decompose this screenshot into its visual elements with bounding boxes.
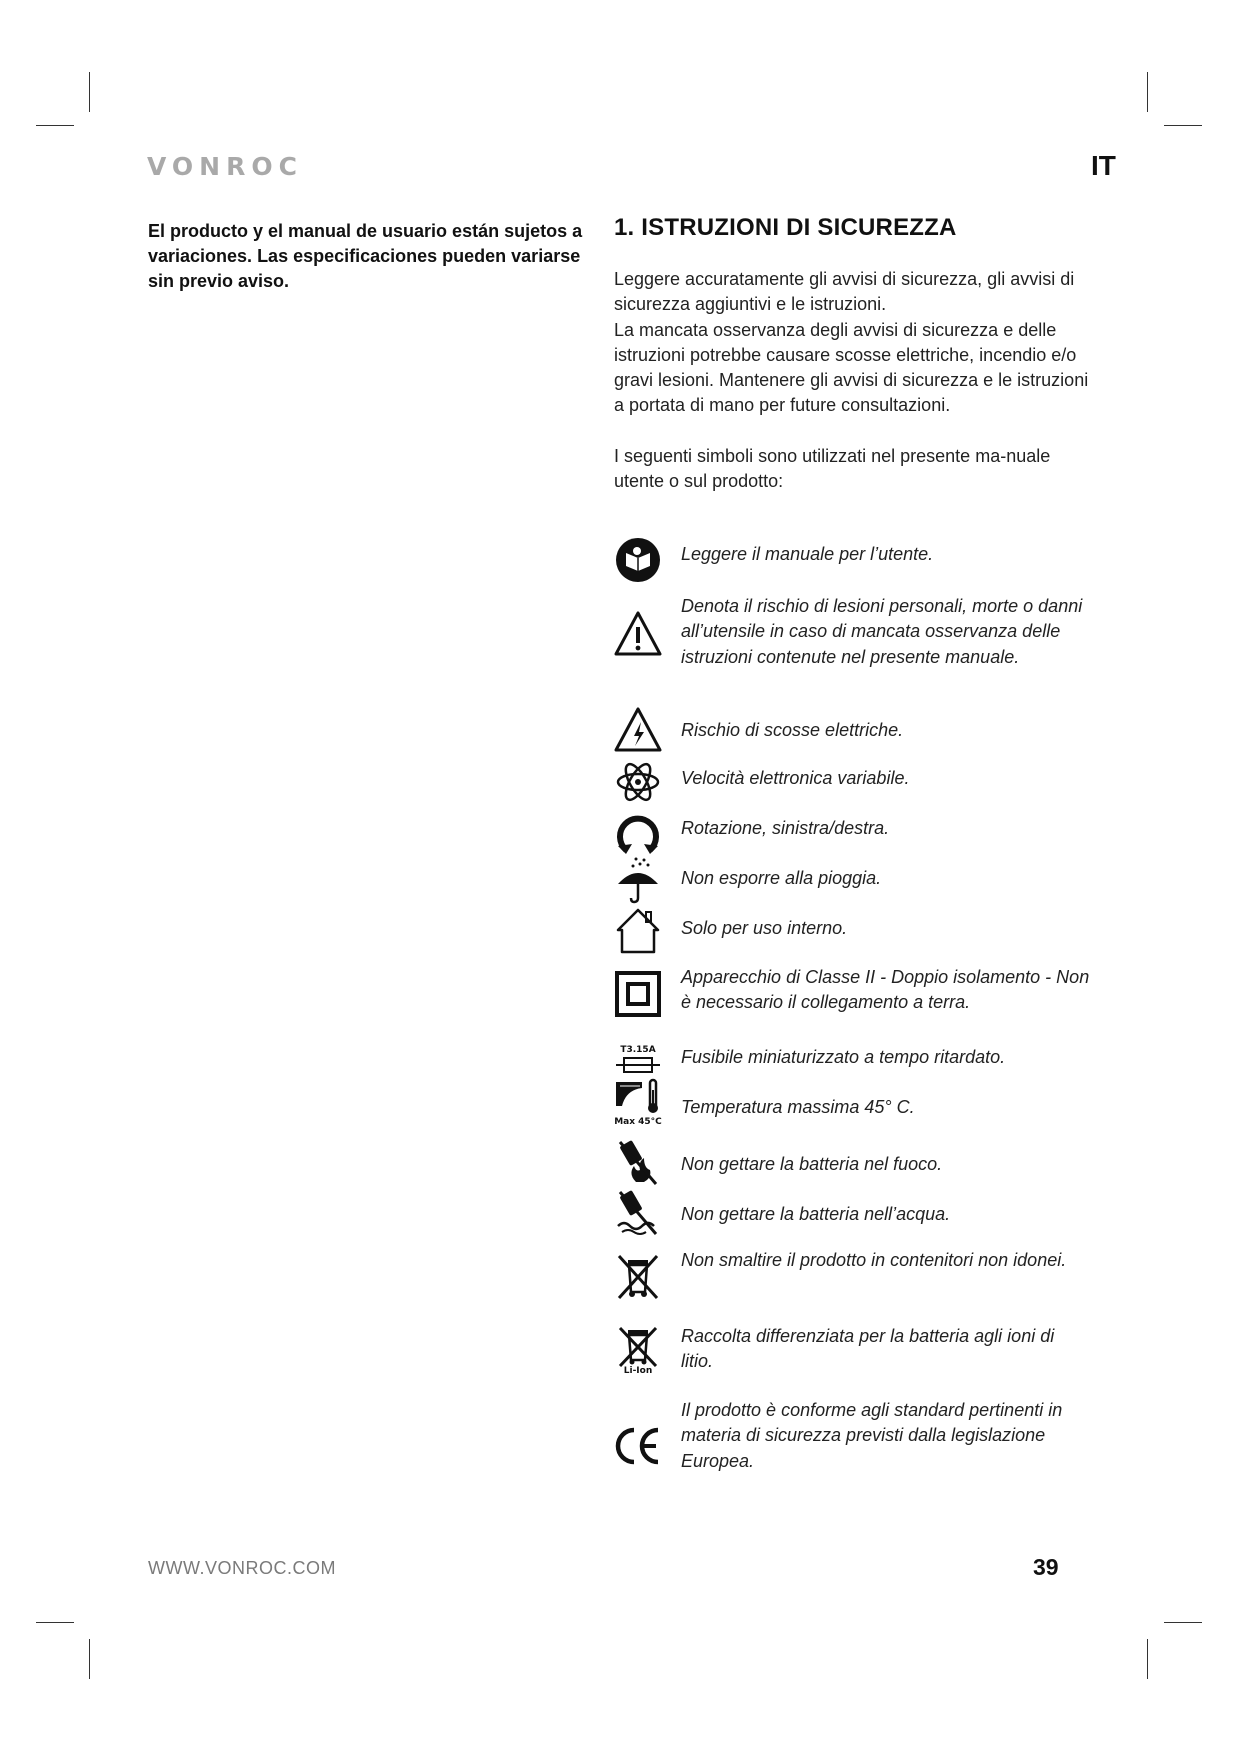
max-temperature-label: Max 45°C bbox=[614, 1117, 662, 1126]
symbol-description: Denota il rischio di lesioni personali, morte o danni all’utensile in caso di mancata osservanza delle istruzioni contenute nel presente manuale. bbox=[681, 596, 1083, 667]
class-ii-icon bbox=[614, 970, 662, 1018]
symbol-description: Temperatura massima 45° C. bbox=[681, 1097, 915, 1117]
fuse-rating-label: T3.15A bbox=[620, 1045, 656, 1055]
no-fire-battery-icon bbox=[614, 1138, 662, 1186]
symbol-description: Leggere il manuale per l’utente. bbox=[681, 544, 934, 564]
indoor-use-icon bbox=[614, 906, 662, 954]
disclaimer-text: El producto y el manual de usuario están sujetos a variaciones. Las especificaciones pueden variarse sin previo aviso. bbox=[148, 221, 583, 291]
weee-bin-icon bbox=[614, 1252, 662, 1300]
crop-mark bbox=[89, 1639, 90, 1679]
symbol-description: Raccolta differenziata per la batteria agli ioni di litio. bbox=[681, 1326, 1055, 1372]
crop-mark bbox=[1147, 1639, 1148, 1679]
crop-mark bbox=[1164, 1622, 1202, 1623]
read-manual-icon bbox=[614, 536, 662, 584]
symbol-description: Non gettare la batteria nell’acqua. bbox=[681, 1204, 951, 1224]
page-number: 39 bbox=[1033, 1554, 1059, 1580]
symbol-description: Rischio di scosse elettriche. bbox=[681, 720, 904, 740]
symbol-description: Non esporre alla pioggia. bbox=[681, 868, 882, 888]
li-ion-label: Li-Ion bbox=[623, 1366, 653, 1374]
symbol-description: Non gettare la batteria nel fuoco. bbox=[681, 1154, 943, 1174]
variable-speed-icon bbox=[614, 758, 662, 806]
symbol-description: Il prodotto è conforme agli standard pertinenti in materia di sicurezza previsti dalla legislazione Europea. bbox=[681, 1400, 1063, 1471]
symbol-description: Apparecchio di Classe II - Doppio isolamento - Non è necessario il collegamento a terra. bbox=[681, 967, 1090, 1013]
symbol-description: Non smaltire il prodotto in contenitori non idonei. bbox=[681, 1250, 1067, 1270]
website-url: WWW.VONROC.COM bbox=[148, 1558, 336, 1578]
brand-logo: VONROC bbox=[147, 152, 303, 181]
warning-icon bbox=[614, 610, 662, 658]
intro-paragraph: Leggere accuratamente gli avvisi di sicurezza, gli avvisi di sicurezza aggiuntivi e le istruzioni. bbox=[614, 269, 1075, 315]
symbol-description: Solo per uso interno. bbox=[681, 918, 848, 938]
symbol-description: Fusibile miniaturizzato a tempo ritardato. bbox=[681, 1047, 1006, 1067]
no-water-battery-icon bbox=[614, 1188, 662, 1236]
crop-mark bbox=[89, 72, 90, 112]
rotation-icon bbox=[614, 808, 662, 856]
crop-mark bbox=[1147, 72, 1148, 112]
symbol-description: Velocità elettronica variabile. bbox=[681, 768, 910, 788]
electric-shock-icon bbox=[614, 706, 662, 754]
symbol-description: Rotazione, sinistra/destra. bbox=[681, 818, 890, 838]
no-rain-icon bbox=[614, 856, 662, 904]
max-temperature-icon bbox=[614, 1078, 662, 1126]
intro-text bbox=[614, 267, 1094, 494]
crop-mark bbox=[1164, 125, 1202, 126]
ce-mark-icon bbox=[614, 1422, 662, 1470]
section-title: 1. ISTRUZIONI DI SICUREZZA bbox=[614, 214, 957, 241]
crop-mark bbox=[36, 125, 74, 126]
li-ion-recycle-icon bbox=[614, 1326, 662, 1374]
language-code: IT bbox=[1091, 150, 1116, 181]
crop-mark bbox=[36, 1622, 74, 1623]
symbols-intro: I seguenti simboli sono utilizzati nel presente ma-nuale utente o sul prodotto: bbox=[614, 445, 1051, 492]
intro-paragraph: La mancata osservanza degli avvisi di sicurezza e delle istruzioni potrebbe causare scosse elettriche, incendio e/o gravi lesioni. Mantenere gli avvisi di sicurezza e le istruzioni a portata di mano per future consultazioni. bbox=[614, 319, 1089, 416]
